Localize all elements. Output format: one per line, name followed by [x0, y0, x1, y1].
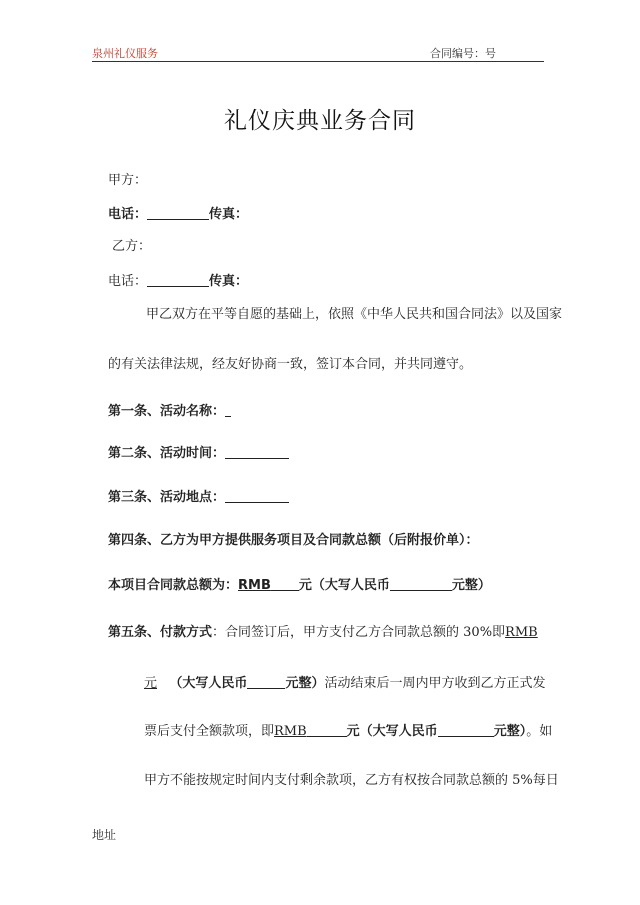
- party-a-label: 甲方：: [108, 173, 148, 188]
- payment-line-2-zheng: 元整）: [285, 676, 325, 691]
- header-contract-number: 合同编号：号: [430, 47, 496, 60]
- total-prefix: 本项目合同款总额为：: [108, 578, 239, 593]
- payment-line-3-text: 票后支付全额款项，即: [144, 724, 275, 739]
- payment-line-1-text: ：合同签订后，甲方支付乙方合同款总额的 30%即: [212, 625, 506, 640]
- party-a-phone-blank: [147, 205, 209, 220]
- total-rmb: RMB: [238, 578, 271, 593]
- payment-line-3-yuan: 元（大写人民币: [346, 724, 438, 739]
- payment-line-3-capital-blank: [438, 722, 494, 737]
- total-suffix: 元整）: [451, 578, 491, 593]
- total-capital-blank: [390, 576, 452, 591]
- payment-line-1: [108, 624, 538, 642]
- total-yuan: 元（大写人民币: [298, 578, 390, 593]
- article-1: [108, 402, 231, 421]
- party-a-fax-label: 传真：: [209, 207, 249, 222]
- article-2: [108, 444, 289, 463]
- payment-line-2-capital: （大写人民币: [169, 676, 248, 691]
- payment-label: 第五条、付款方式: [108, 625, 213, 640]
- article-4: 第四条、乙方为甲方提供服务项目及合同款总额（后附报价单）：: [108, 533, 479, 548]
- payment-line-3-zheng: 元整）: [493, 724, 527, 739]
- article-3-label: 第三条、活动地点：: [108, 490, 226, 505]
- document-title: 礼仪庆典业务合同: [224, 108, 416, 134]
- party-b-phone-label: 电话：: [108, 274, 148, 289]
- total-amount-blank: [271, 576, 299, 591]
- party-b-fax-label: 传真：: [209, 274, 249, 289]
- page-footer-address: 地址: [92, 828, 117, 842]
- payment-line-3-rmb: RMB: [274, 724, 307, 739]
- header-company: 泉州礼仪服务: [92, 47, 158, 60]
- total-amount-line: [108, 576, 491, 595]
- page-header: [92, 41, 544, 62]
- payment-line-2: [144, 674, 545, 693]
- party-a-phone-label: 电话：: [108, 207, 148, 222]
- article-1-blank: [225, 402, 231, 417]
- party-b-contact-line: [108, 272, 248, 291]
- payment-line-3-amount-blank: [307, 722, 347, 737]
- article-2-blank: [225, 444, 289, 459]
- payment-line-1-rmb: RMB: [505, 625, 538, 640]
- payment-line-4: 甲方不能按规定时间内支付剩余款项，乙方有权按合同款总额的 5%每日: [144, 773, 559, 788]
- party-b-label: 乙方：: [112, 239, 152, 254]
- article-2-label: 第二条、活动时间：: [108, 446, 226, 461]
- party-b-phone-blank: [147, 272, 209, 287]
- party-a-contact-line: [108, 205, 248, 224]
- payment-line-2-tail: 活动结束后一周内甲方收到乙方正式发: [324, 676, 546, 691]
- intro-line-1: 甲乙双方在平等自愿的基础上，依照《中华人民共和国合同法》以及国家: [146, 307, 563, 322]
- article-3: [108, 488, 289, 507]
- payment-line-2-blank: [247, 674, 285, 689]
- payment-line-2-yuan: 元: [144, 676, 158, 691]
- article-3-blank: [225, 488, 289, 503]
- intro-line-2: 的有关法律法规，经友好协商一致，签订本合同，并共同遵守。: [108, 357, 473, 372]
- payment-line-3-tail: 。如: [526, 724, 553, 739]
- payment-line-3: [144, 722, 552, 741]
- article-1-label: 第一条、活动名称：: [108, 404, 226, 419]
